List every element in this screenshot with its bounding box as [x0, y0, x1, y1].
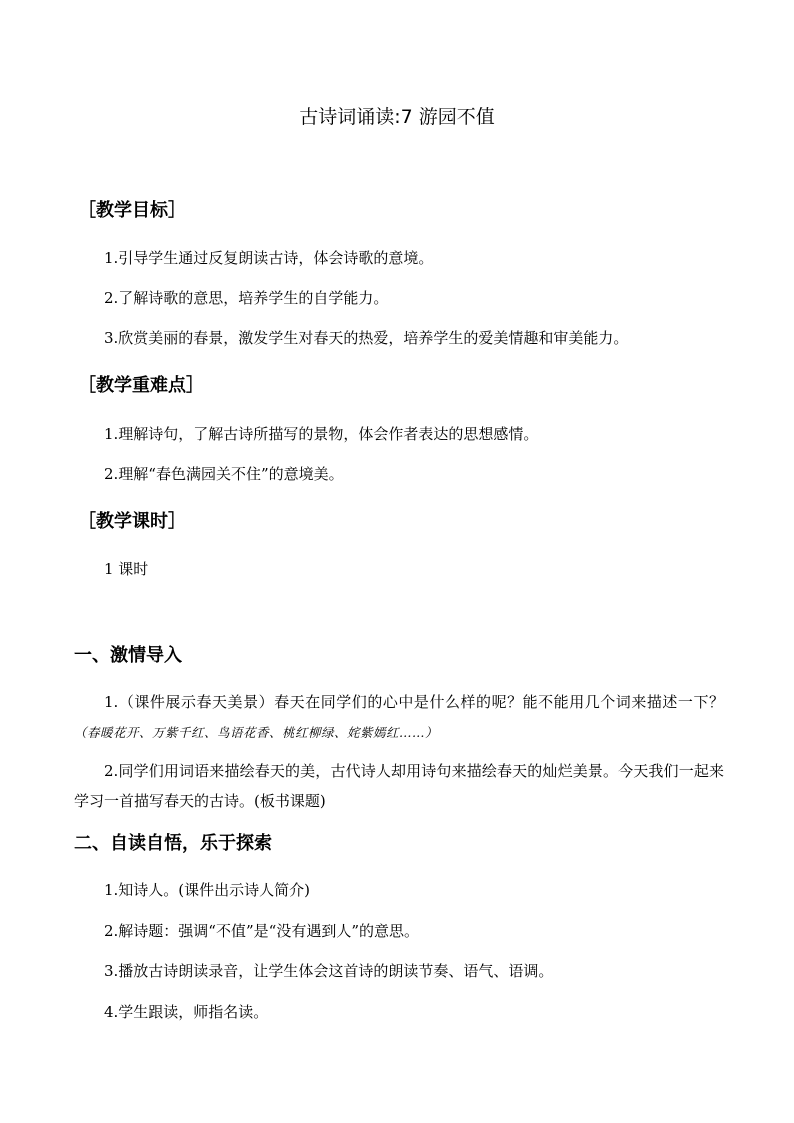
- part2-item-4: 4.学生跟读，师指名读。: [104, 1003, 269, 1021]
- page-title: 古诗词诵读:7 游园不值: [299, 106, 495, 128]
- part2-item-2: 2.解诗题：强调“不值”是“没有遇到人”的意思。: [104, 922, 419, 940]
- part1-paragraph-1: [74, 687, 724, 748]
- periods-value: 1 课时: [104, 560, 149, 578]
- objectives-heading: ［教学目标］: [78, 200, 186, 221]
- part2-item-1: 1.知诗人。(课件出示诗人简介): [104, 881, 311, 899]
- part1-heading: 一、激情导入: [74, 645, 182, 666]
- part1-paragraph-1-note: （春暖花开、万紫千红、鸟语花香、桃红柳绿、姹紫嫣红……）: [74, 725, 439, 740]
- objective-item-3: 3.欣赏美丽的春景，激发学生对春天的热爱，培养学生的爱美情趣和审美能力。: [104, 329, 629, 347]
- periods-heading: ［教学课时］: [78, 511, 186, 532]
- key-points-heading: ［教学重难点］: [78, 375, 204, 396]
- key-point-item-2: 2.理解“春色满园关不住”的意境美。: [104, 465, 344, 483]
- part1-paragraph-2: 2.同学们用词语来描绘春天的美，古代诗人却用诗句来描绘春天的灿烂美景。今天我们一起来学习一首描写春天的古诗。(板书课题): [74, 762, 724, 810]
- part2-heading: 二、自读自悟，乐于探索: [74, 833, 272, 854]
- objective-item-1: 1.引导学生通过反复朗读古诗，体会诗歌的意境。: [104, 249, 434, 267]
- objective-item-2: 2.了解诗歌的意思，培养学生的自学能力。: [104, 289, 389, 307]
- key-point-item-1: 1.理解诗句，了解古诗所描写的景物，体会作者表达的思想感情。: [104, 425, 539, 443]
- part1-paragraph-1-text: 1.（课件展示春天美景）春天在同学们的心中是什么样的呢？能不能用几个词来描述一下？: [104, 693, 724, 711]
- part2-item-3: 3.播放古诗朗读录音，让学生体会这首诗的朗读节奏、语气、语调。: [104, 962, 554, 980]
